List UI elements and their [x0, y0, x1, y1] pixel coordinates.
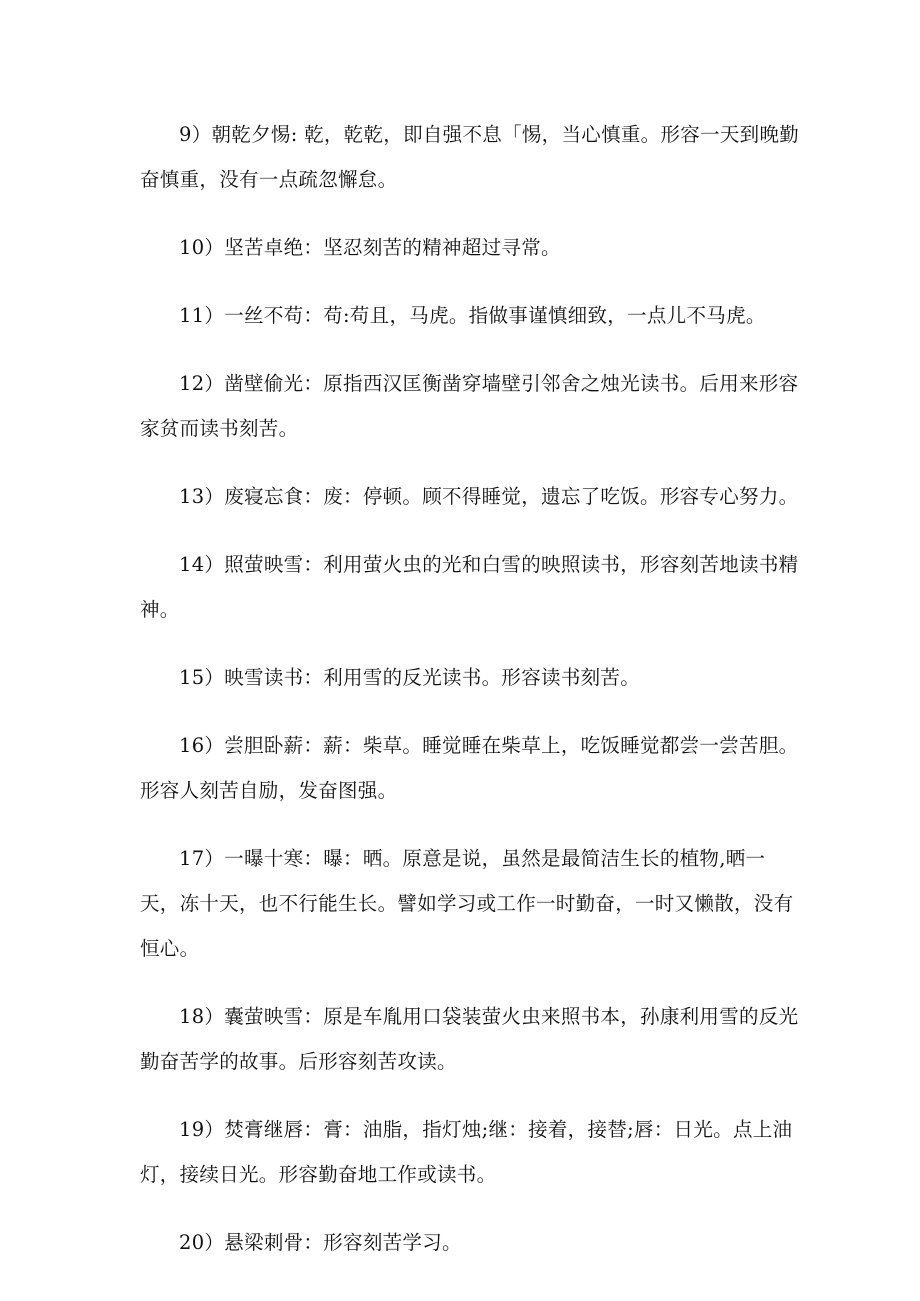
- idiom-entry-13: 13）废寝忘食：废：停顿。顾不得睡觉，遗忘了吃饭。形容专心努力。: [179, 485, 799, 508]
- idiom-entry-20: 20）悬梁刺骨：形容刻苦学习。: [179, 1231, 462, 1254]
- idiom-entry-12: 12）凿壁偷光：原指西汉匡衡凿穿墙壁引邻舍之烛光读书。后用来形容家贫而读书刻苦。: [140, 372, 799, 440]
- idiom-entry-19: 19）焚膏继唇：膏：油脂，指灯烛;继：接着，接替;唇：日光。点上油灯，接续日光。形容勤奋地工作或读书。: [140, 1118, 793, 1186]
- idiom-entry-17: 17）一曝十寒：曝：晒。原意是说，虽然是最简洁生长的植物,晒一天，冻十天，也不行能生长。譬如学习或工作一时勤奋，一时又懒散，没有恒心。: [140, 847, 794, 960]
- idiom-entry-10: 10）坚苦卓绝：坚忍刻苦的精神超过寻常。: [179, 236, 561, 259]
- idiom-entry-14: 14）照萤映雪：利用萤火虫的光和白雪的映照读书，形容刻苦地读书精神。: [140, 553, 799, 621]
- idiom-entry-15: 15）映雪读书：利用雪的反光读书。形容读书刻苦。: [179, 666, 641, 689]
- idiom-entry-18: 18）囊萤映雪：原是车胤用口袋装萤火虫来照书本，孙康利用雪的反光勤奋苦学的故事。后形容刻苦攻读。: [140, 1005, 799, 1073]
- idiom-entry-9: 9）朝乾夕惕: 乾，乾乾，即自强不息「惕，当心慎重。形容一天到晚勤奋慎重，没有一点疏忽懈怠。: [140, 123, 800, 191]
- idiom-entry-16: 16）尝胆卧薪：薪：柴草。睡觉睡在柴草上，吃饭睡觉都尝一尝苦胆。形容人刻苦自励，发奋图强。: [140, 734, 799, 802]
- idiom-entry-11: 11）一丝不苟：苟:苟且，马虎。指做事谨慎细致，一点儿不马虎。: [179, 304, 766, 327]
